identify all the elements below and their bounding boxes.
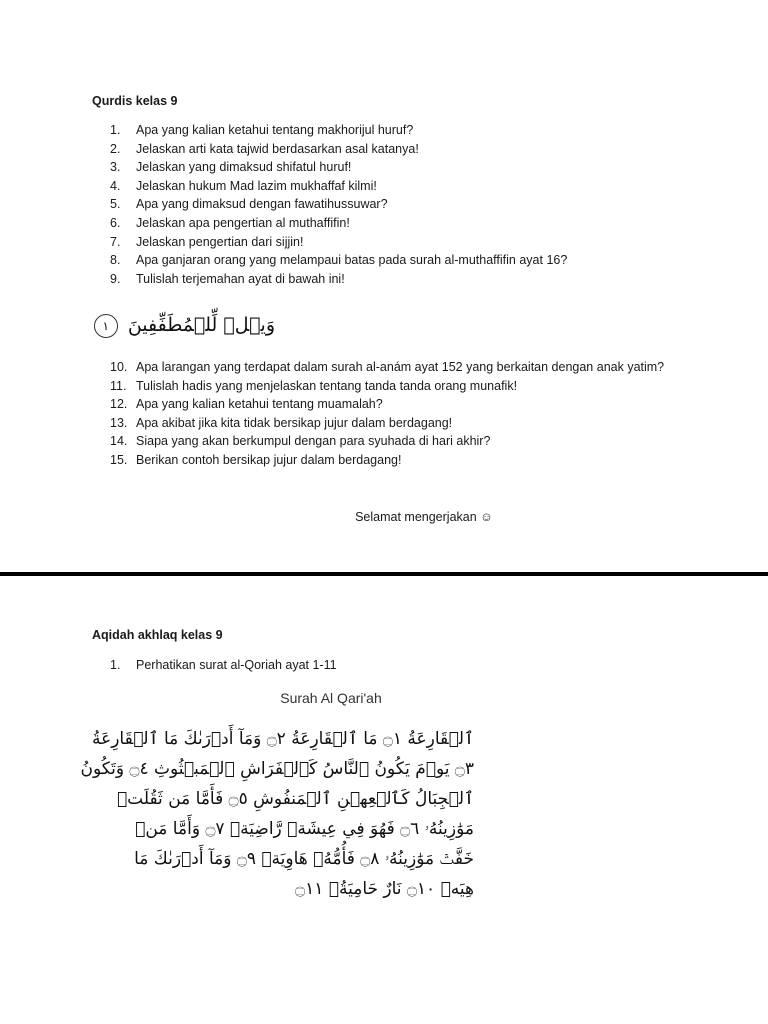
list-item [110,395,664,414]
question-number: 14. [110,434,128,449]
question-text: Berikan contoh bersikap jujur dalam berdagang! [136,452,402,467]
question-number: 12. [110,397,128,412]
question-number: 15. [110,452,128,467]
list-item [110,251,567,270]
quran-verse [102,308,275,342]
question-number: 7. [110,234,121,249]
surah-line: ٱلۡقَارِعَةُ ۝١ مَا ٱلۡقَارِعَةُ ۝٢ وَمَآ أَدۡرَىٰكَ مَا ٱلۡقَارِعَةُ [91,729,474,749]
qurdis-section-title: Qurdis kelas 9 [92,94,178,108]
aqidah-section-title: Aqidah akhlaq kelas 9 [92,628,223,642]
question-text: Jelaskan hukum Mad lazim mukhaffaf kilmi! [136,178,377,193]
question-number: 13. [110,415,128,430]
surah-heading: Surah Al Qari'ah [280,690,382,706]
list-item [110,121,567,140]
list-item [110,140,567,159]
ayah-number-marker: ١ [94,314,118,338]
section-divider [0,572,768,576]
surah-line: ۝٣ يَوۡمَ يَكُونُ ٱلنَّاسُ كَٱلۡفَرَاشِ ٱلۡمَبۡثُوثِ ۝٤ وَتَكُونُ [80,759,474,779]
list-item [110,214,567,233]
list-item [110,233,567,252]
question-number: 2. [110,141,121,156]
question-text: Apa yang dimaksud dengan fawatihussuwar? [136,197,388,212]
question-number: 9. [110,271,121,286]
qurdis-question-list [110,121,567,288]
question-text: Apa yang kalian ketahui tentang makhorijul huruf? [136,123,414,137]
question-text: Apa yang kalian ketahui tentang muamalah? [136,397,383,412]
question-number: 11. [110,378,127,393]
list-item [110,432,664,451]
question-text: Apa larangan yang terdapat dalam surah al-anám ayat 152 yang berkaitan dengan anak yatim? [136,360,665,374]
question-text: Apa ganjaran orang yang melampaui batas pada surah al-muthaffifin ayat 16? [136,253,568,268]
question-text: Tulislah hadis yang menjelaskan tentang tanda tanda orang munafik! [136,378,518,393]
list-item [110,451,664,470]
question-number: 3. [110,160,121,175]
question-text: Jelaskan yang dimaksud shifatul huruf! [136,160,352,175]
question-text: Jelaskan pengertian dari sijjin! [136,234,304,249]
list-item [110,158,567,177]
qurdis-question-list-continued [110,358,664,470]
question-number: 1. [110,123,121,137]
question-text: Tulislah terjemahan ayat di bawah ini! [136,271,345,286]
question-number: 8. [110,253,121,268]
question-text: Siapa yang akan berkumpul dengan para syuhada di hari akhir? [136,434,491,449]
list-item [110,377,664,396]
surah-line: هِيَهۡ ۝١٠ نَارٌ حَامِيَةُۢ ۝١١ [295,879,474,899]
verse-text: وَيۡلٞ لِّلۡمُطَفِّفِينَ [127,314,275,336]
list-item [110,270,567,289]
closing-text: Selamat mengerjakan ☺ [355,510,493,524]
question-text: Jelaskan arti kata tajwid berdasarkan asal katanya! [136,141,419,156]
question-text: Jelaskan apa pengertian al muthaffifin! [136,215,350,230]
surah-line: مَوَٰزِينُهُۥ ۝٦ فَهُوَ فِي عِيشَةٖ رَّاضِيَةٖ ۝٧ وَأَمَّا مَنۡ [135,819,474,839]
question-text: Perhatikan surat al-Qoriah ayat 1-11 [136,658,337,672]
surah-text-block [80,724,474,904]
closing-note [0,510,768,524]
question-number: 6. [110,215,121,230]
list-item [110,656,337,675]
surah-line: خَفَّتۡ مَوَٰزِينُهُۥ ۝٨ فَأُمُّهُۥ هَاوِيَةٞ ۝٩ وَمَآ أَدۡرَىٰكَ مَا [134,849,474,869]
question-number: 5. [110,197,121,212]
aqidah-question-list [110,656,337,675]
question-text: Apa akibat jika kita tidak bersikap jujur dalam berdagang! [136,415,453,430]
question-number: 1. [110,658,121,672]
list-item [110,358,664,377]
question-number: 4. [110,178,121,193]
surah-line: ٱلۡجِبَالُ كَٱلۡعِهۡنِ ٱلۡمَنفُوشِ ۝٥ فَأَمَّا مَن ثَقُلَتۡ [116,789,474,809]
question-number: 10. [110,360,128,374]
list-item [110,177,567,196]
list-item [110,195,567,214]
list-item [110,414,664,433]
